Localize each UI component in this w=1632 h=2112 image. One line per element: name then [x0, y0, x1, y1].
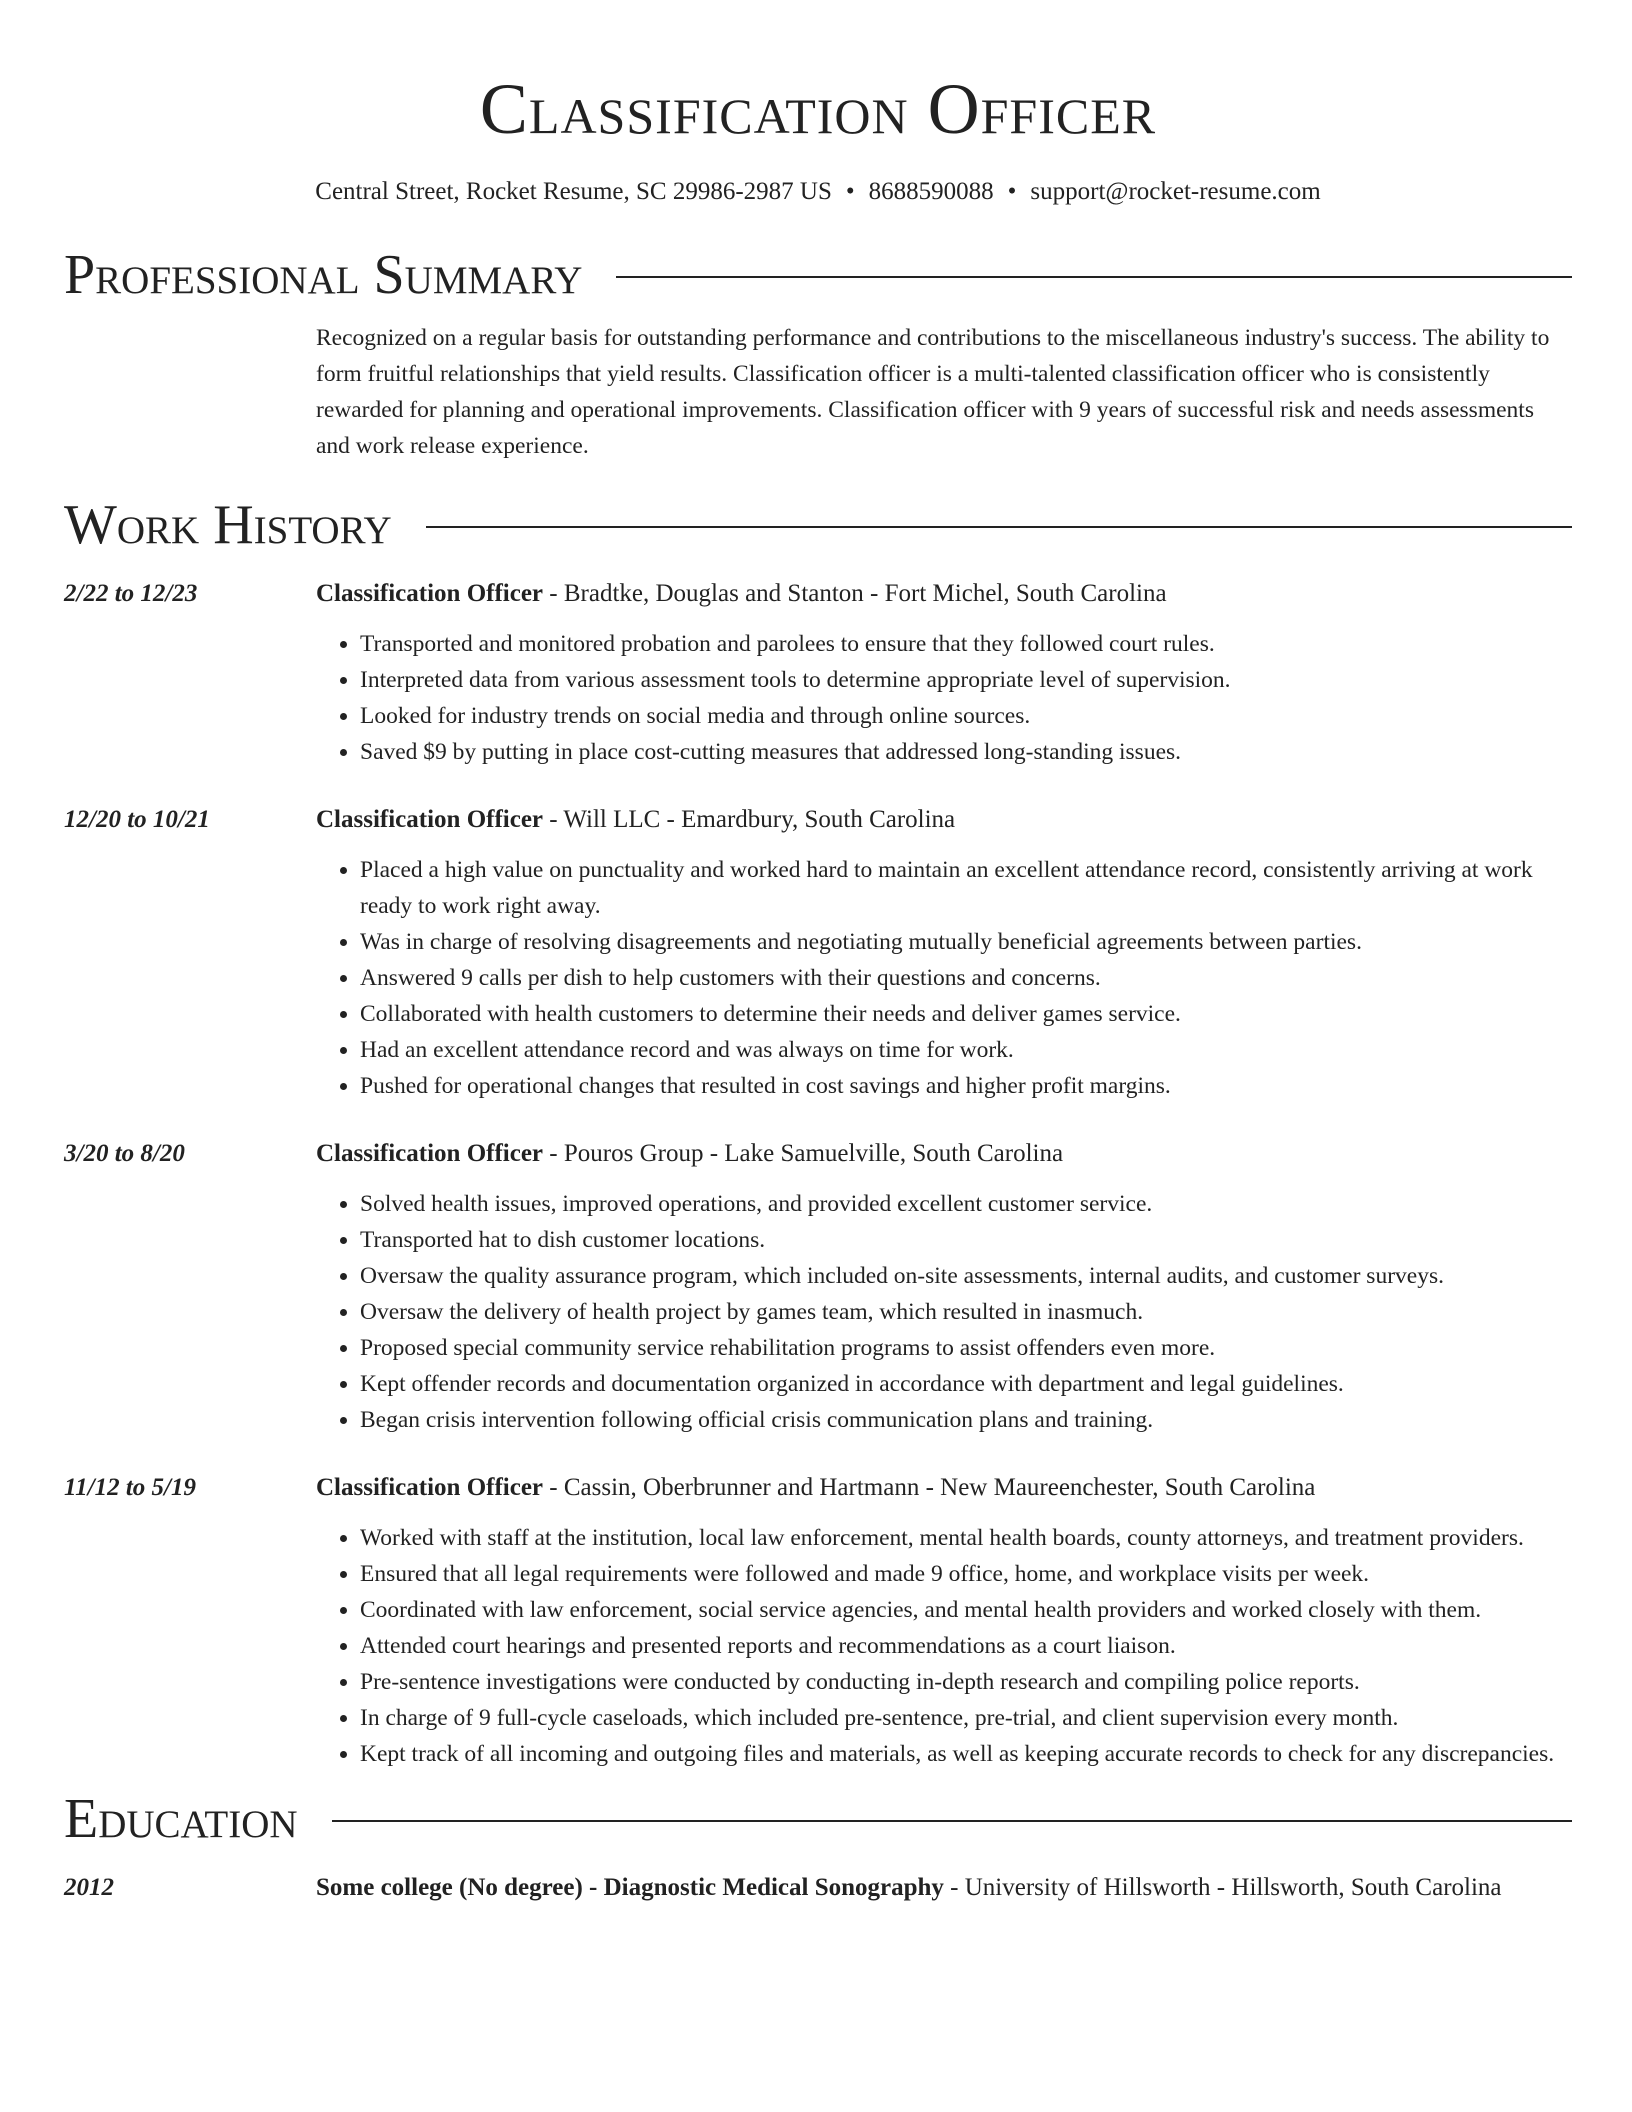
- education-entry: [64, 1870, 1572, 1906]
- job-title: Classification Officer: [316, 806, 544, 833]
- section-divider: [616, 276, 1572, 278]
- job-bullets: [316, 1186, 1572, 1438]
- job-bullet: • Was in charge of resolving disagreements and negotiating mutually beneficial agreements between parties.: [360, 924, 1572, 960]
- job-header: [316, 1136, 1572, 1172]
- job-title: Classification Officer: [316, 1474, 544, 1501]
- job-bullet: • Pre-sentence investigations were conducted by conducting in-depth research and compiling police reports.: [360, 1664, 1572, 1700]
- job-bullet: • Collaborated with health customers to determine their needs and deliver games service.: [360, 996, 1572, 1032]
- summary-row: [64, 320, 1572, 464]
- contact-separator: •: [1007, 178, 1017, 205]
- contact-phone: 8688590088: [868, 178, 994, 205]
- job-bullet: • Oversaw the delivery of health project by games team, which resulted in inasmuch.: [360, 1294, 1572, 1330]
- job-bullet: • Answered 9 calls per dish to help customers with their questions and concerns.: [360, 960, 1572, 996]
- job-title: Classification Officer: [316, 1140, 544, 1167]
- job-bullet: • Coordinated with law enforcement, social service agencies, and mental health providers and worked closely with them.: [360, 1592, 1572, 1628]
- job-bullet: • In charge of 9 full-cycle caseloads, which included pre-sentence, pre-trial, and client supervision every month.: [360, 1700, 1572, 1736]
- job-bullet: • Had an excellent attendance record and was always on time for work.: [360, 1032, 1572, 1068]
- summary-section-header: [64, 242, 1572, 308]
- job-employer-location: - Cassin, Oberbrunner and Hartmann - New Maureenchester, South Carolina: [543, 1474, 1316, 1501]
- education-school: - University of Hillsworth - Hillsworth, South Carolina: [943, 1874, 1502, 1901]
- job-bullets: [316, 852, 1572, 1104]
- candidate-name: Classification Officer: [479, 69, 1157, 149]
- resume-page: [64, 0, 1572, 1906]
- job-employer-location: - Will LLC - Emardbury, South Carolina: [543, 806, 956, 833]
- job-bullet: • Kept track of all incoming and outgoing files and materials, as well as keeping accurate records to check for any discrepancies.: [360, 1736, 1572, 1772]
- job-bullet: • Attended court hearings and presented reports and recommendations as a court liaison.: [360, 1628, 1572, 1664]
- summary-heading: Professional Summary: [64, 244, 583, 306]
- job-bullet: • Transported hat to dish customer locations.: [360, 1222, 1572, 1258]
- contact-address: Central Street, Rocket Resume, SC 29986-2987 US: [315, 178, 832, 205]
- job-employer-location: - Pouros Group - Lake Samuelville, South Carolina: [543, 1140, 1064, 1167]
- job-bullet: • Proposed special community service rehabilitation programs to assist offenders even more.: [360, 1330, 1572, 1366]
- job-bullet: • Solved health issues, improved operations, and provided excellent customer service.: [360, 1186, 1572, 1222]
- job-header: [316, 1470, 1572, 1506]
- summary-text: Recognized on a regular basis for outstanding performance and contributions to the miscellaneous industry's success. The ability to form fruitful relationships that yield results. Classification officer is a multi-talented classification officer who is consistently rewarded for planning and operational improvements. Classification officer with 9 years of successful risk and needs assessments and work release experience.: [316, 325, 1550, 459]
- job-bullet: • Placed a high value on punctuality and worked hard to maintain an excellent attendance record, consistently arriving at work ready to work right away.: [360, 852, 1572, 924]
- job-dates: 3/20 to 8/20: [64, 1140, 185, 1167]
- job-bullet: • Interpreted data from various assessment tools to determine appropriate level of supervision.: [360, 662, 1572, 698]
- contact-separator: •: [845, 178, 855, 205]
- education-section-header: [64, 1786, 1572, 1852]
- job-bullet: • Ensured that all legal requirements were followed and made 9 office, home, and workplace visits per week.: [360, 1556, 1572, 1592]
- contact-email[interactable]: support@rocket-resume.com: [1030, 178, 1321, 205]
- work-section-header: [64, 492, 1572, 558]
- job-bullet: • Transported and monitored probation and parolees to ensure that they followed court rules.: [360, 626, 1572, 662]
- job-entry: [64, 576, 1572, 770]
- job-entry: [64, 1136, 1572, 1438]
- job-bullets: [316, 626, 1572, 770]
- job-bullet: • Began crisis intervention following official crisis communication plans and training.: [360, 1402, 1572, 1438]
- work-history-list: [64, 576, 1572, 1772]
- job-bullets: [316, 1520, 1572, 1772]
- job-bullet: • Oversaw the quality assurance program, which included on-site assessments, internal audits, and customer surveys.: [360, 1258, 1572, 1294]
- job-dates: 12/20 to 10/21: [64, 806, 210, 833]
- job-entry: [64, 802, 1572, 1104]
- job-dates: 2/22 to 12/23: [64, 580, 198, 607]
- job-employer-location: - Bradtke, Douglas and Stanton - Fort Michel, South Carolina: [543, 580, 1167, 607]
- job-bullet: • Pushed for operational changes that resulted in cost savings and higher profit margins.: [360, 1068, 1572, 1104]
- job-header: [316, 802, 1572, 838]
- job-title: Classification Officer: [316, 580, 544, 607]
- job-bullet: • Saved $9 by putting in place cost-cutting measures that addressed long-standing issues.: [360, 734, 1572, 770]
- work-heading: Work History: [64, 494, 392, 556]
- job-header: [316, 576, 1572, 612]
- education-degree: Some college (No degree) - Diagnostic Medical Sonography: [316, 1874, 944, 1901]
- job-entry: [64, 1470, 1572, 1772]
- section-divider: [426, 526, 1572, 528]
- education-heading: Education: [64, 1788, 298, 1850]
- job-bullet: • Looked for industry trends on social media and through online sources.: [360, 698, 1572, 734]
- education-date: 2012: [64, 1874, 114, 1901]
- job-dates: 11/12 to 5/19: [64, 1474, 196, 1501]
- job-bullet: • Kept offender records and documentation organized in accordance with department and legal guidelines.: [360, 1366, 1572, 1402]
- contact-line: [64, 176, 1572, 208]
- job-bullet: • Worked with staff at the institution, local law enforcement, mental health boards, county attorneys, and treatment providers.: [360, 1520, 1572, 1556]
- section-divider: [332, 1820, 1572, 1822]
